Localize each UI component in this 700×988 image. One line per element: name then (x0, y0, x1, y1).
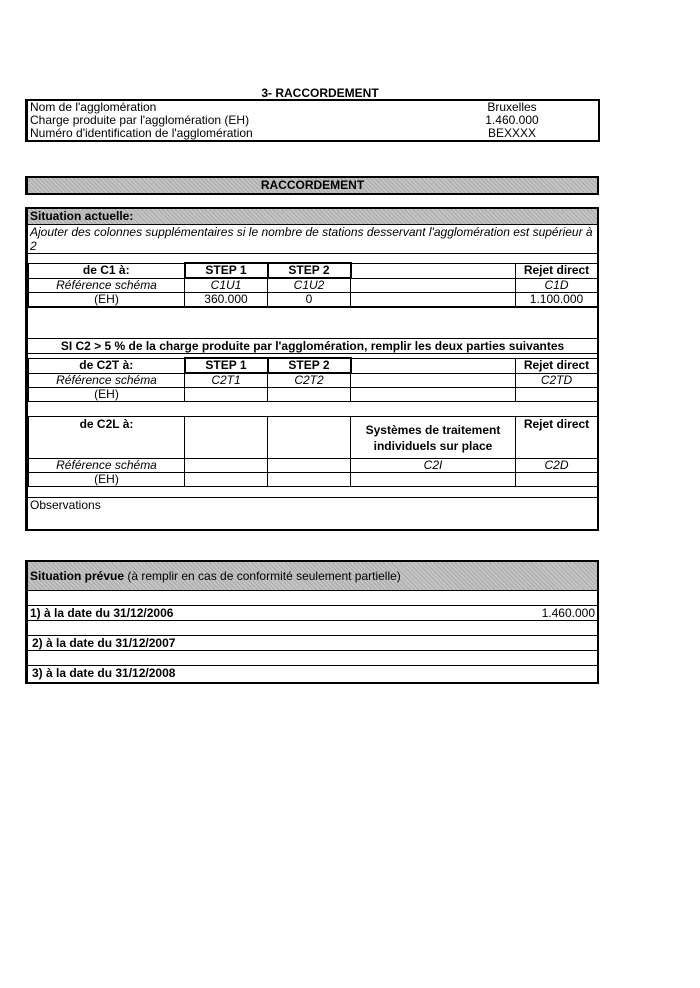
situation-prevue-subtitle: (à remplir en cas de conformité seulement partielle) (124, 569, 401, 583)
agglomeration-id-label: Numéro d'identification de l'agglomération (30, 127, 253, 140)
prevue-label-2008: 3) à la date du 31/12/2008 (32, 666, 176, 680)
c2l-eh-row (29, 473, 598, 487)
c2l-ref-step1 (185, 459, 268, 473)
situation-prevue-title: Situation prévue (30, 569, 125, 583)
c2l-step1-empty (185, 417, 268, 459)
c2t-eh-label: (EH) (29, 388, 185, 402)
prevue-spacer-3 (28, 651, 597, 666)
situation-actuelle-section (25, 207, 599, 531)
agglomeration-id-value: BEXXXX (487, 127, 537, 140)
c2t-ref-rejet: C2TD (516, 373, 598, 388)
c2t-table (28, 357, 598, 402)
prevue-row-2008 (28, 666, 597, 680)
prevue-spacer-2 (28, 621, 597, 636)
agglomeration-name-label: Nom de l'agglomération (30, 100, 157, 114)
c1-label: de C1 à: (29, 263, 185, 278)
c1-eh-step1: 360.000 (185, 293, 268, 307)
c2l-systemes-header (351, 417, 516, 459)
c1-step2-header: STEP 2 (268, 263, 351, 278)
c1-rejet-header: Rejet direct (516, 263, 598, 278)
c2t-step1-header: STEP 1 (185, 358, 268, 373)
situation-actuelle-note (28, 225, 597, 254)
c2l-systemes-line2: individuels sur place (373, 438, 493, 453)
c2t-ref-empty (351, 373, 516, 388)
c2t-ref-step2: C2T2 (268, 373, 351, 388)
c1-step1-header: STEP 1 (185, 263, 268, 278)
agglomeration-charge-row (27, 114, 599, 127)
c2l-eh-step2 (268, 473, 351, 487)
c2l-label: de C2L à: (29, 417, 185, 459)
c2l-eh-step1 (185, 473, 268, 487)
prevue-label-2007: 2) à la date du 31/12/2007 (32, 636, 176, 650)
prevue-row-2006 (28, 606, 597, 621)
prevue-value-2006: 1.460.000 (541, 606, 595, 620)
c2l-eh-systemes (351, 473, 516, 487)
c1-header-row (29, 263, 598, 278)
c2t-eh-rejet (516, 388, 598, 402)
c2l-table (28, 416, 598, 487)
c2l-rejet-header: Rejet direct (516, 417, 598, 459)
c2t-ref-row (29, 373, 598, 388)
c1-eh-rejet: 1.100.000 (516, 293, 598, 307)
c1-ref-step2: C1U2 (268, 278, 351, 293)
agglomeration-table (25, 99, 600, 142)
note-line-1: Ajouter des colonnes supplémentaires si le nombre de stations desservant l'agglomération est supérieur à (30, 225, 593, 239)
c1-eh-empty (351, 293, 516, 307)
raccordement-banner: RACCORDEMENT (25, 176, 599, 195)
spacer-row (28, 307, 597, 338)
c2t-rejet-header: Rejet direct (516, 358, 598, 373)
c2t-step2-header: STEP 2 (268, 358, 351, 373)
agglomeration-name-row (27, 100, 599, 114)
prevue-label-2006: 1) à la date du 31/12/2006 (30, 606, 174, 620)
situation-prevue-section (25, 560, 599, 684)
c1-eh-step2: 0 (268, 293, 351, 307)
spacer-row-2 (28, 402, 597, 416)
c2-condition: SI C2 > 5 % de la charge produite par l'agglomération, remplir les deux parties suivantes (28, 338, 597, 354)
agglomeration-id-row (27, 127, 599, 141)
c1-ref-row (29, 278, 598, 293)
situation-actuelle-header: Situation actuelle: (28, 209, 597, 225)
c1-empty-header (351, 263, 516, 278)
c2t-header-row (29, 358, 598, 373)
c2t-eh-step2 (268, 388, 351, 402)
c2t-eh-step1 (185, 388, 268, 402)
c2t-empty-header (351, 358, 516, 373)
c2t-eh-row (29, 388, 598, 402)
spacer-row-3 (28, 487, 597, 497)
agglomeration-charge-value: 1.460.000 (485, 114, 539, 127)
c1-ref-empty (351, 278, 516, 293)
c2l-ref-row (29, 459, 598, 473)
c2l-ref-step2 (268, 459, 351, 473)
c1-table (28, 262, 598, 307)
prevue-row-2007 (28, 636, 597, 651)
c1-ref-label: Référence schéma (29, 278, 185, 293)
c2l-ref-label: Référence schéma (29, 459, 185, 473)
c2t-eh-empty (351, 388, 516, 402)
c2l-ref-systemes: C2I (351, 459, 516, 473)
situation-prevue-header (28, 562, 597, 591)
c1-ref-rejet: C1D (516, 278, 598, 293)
c2l-eh-rejet (516, 473, 598, 487)
c1-eh-row (29, 293, 598, 307)
agglomeration-name-value: Bruxelles (487, 100, 537, 114)
c2l-step2-empty (268, 417, 351, 459)
c2l-ref-rejet: C2D (516, 459, 598, 473)
note-line-2: 2 (30, 239, 37, 253)
section-title: 3- RACCORDEMENT (261, 86, 379, 100)
c2l-header-row (29, 417, 598, 459)
c2t-label: de C2T à: (29, 358, 185, 373)
c2t-ref-step1: C2T1 (185, 373, 268, 388)
agglomeration-charge-label: Charge produite par l'agglomération (EH) (30, 114, 250, 127)
c2t-ref-label: Référence schéma (29, 373, 185, 388)
situation-prevue-spacer (28, 591, 597, 606)
c2l-eh-label: (EH) (29, 473, 185, 487)
c1-eh-label: (EH) (29, 293, 185, 307)
c2l-systemes-line1: Systèmes de traitement (365, 422, 501, 437)
c1-ref-step1: C1U1 (185, 278, 268, 293)
observations-label: Observations (28, 497, 597, 512)
